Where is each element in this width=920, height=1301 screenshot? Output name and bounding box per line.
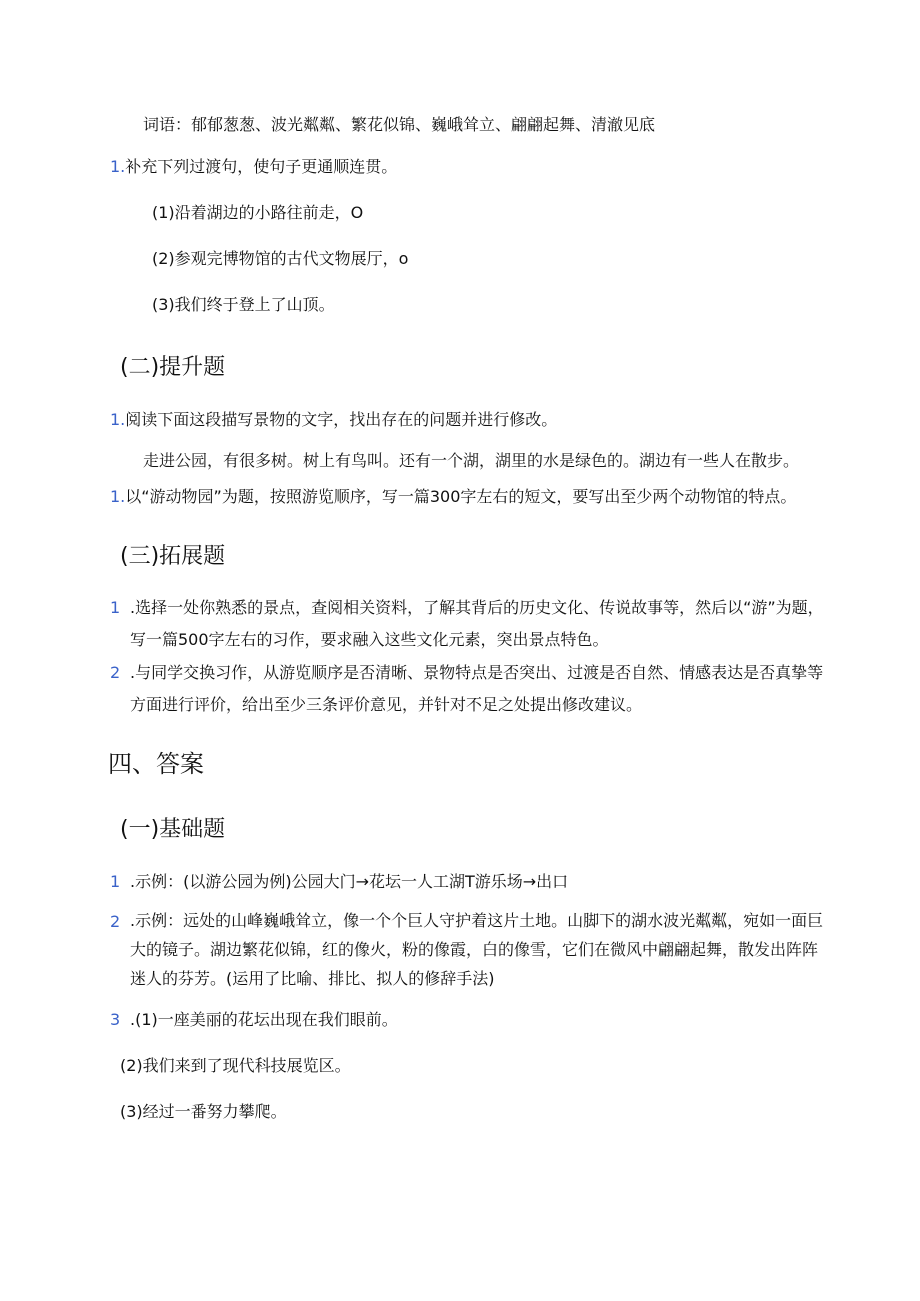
question-number: 1. — [110, 410, 126, 429]
answer-3-sub-2: (2)我们来到了现代科技展览区。 — [120, 1056, 351, 1075]
question-number: 1. — [110, 157, 126, 176]
question-text: 补充下列过渡句，使句子更通顺连贯。 — [125, 157, 398, 176]
answer-number-3 — [110, 1010, 120, 1030]
vocabulary-line: 词语：郁郁葱葱、波光粼粼、繁花似锦、巍峨耸立、翩翩起舞、清澈见底 — [143, 115, 656, 134]
question-text: 阅读下面这段描写景物的文字，找出存在的问题并进行修改。 — [125, 410, 558, 429]
question-advanced-1 — [110, 410, 557, 430]
question-extension-number-2 — [110, 663, 120, 683]
answer-number-2 — [110, 912, 120, 932]
answer-number: 3 — [110, 1010, 121, 1029]
answer-3-sub-3: (3)经过一番努力攀爬。 — [120, 1102, 287, 1121]
question-extension-number-1 — [110, 598, 120, 618]
question-text: 以“游动物园”为题，按照游览顺序，写一篇300字左右的短文，要写出至少两个动物馆的特点。 — [125, 487, 797, 506]
answer-1: .示例：(以游公园为例)公园大门→花坛一人工湖T游乐场→出口 — [130, 872, 569, 891]
sub-question-1: (1)沿着湖边的小路往前走，O — [152, 203, 364, 222]
answers-basic-title: (一)基础题 — [120, 817, 226, 842]
answer-number-1 — [110, 872, 120, 892]
question-extension-2: .与同学交换习作，从游览顺序是否清晰、景物特点是否突出、过渡是否自然、情感表达是否真挚等方面进行评价，给出至少三条评价意见，并针对不足之处提出修改建议。 — [130, 663, 824, 714]
answer-3: .(1)一座美丽的花坛出现在我们眼前。 — [130, 1010, 398, 1029]
answers-title: 四、答案 — [108, 750, 204, 778]
sub-question-2: (2)参观完博物馆的古代文物展厅，o — [152, 249, 409, 268]
question-number: 2 — [110, 663, 121, 682]
question-number: 1 — [110, 598, 121, 617]
question-extension-1: .选择一处你熟悉的景点，查阅相关资料，了解其背后的历史文化、传说故事等，然后以“游”为题，写一篇500字左右的习作，要求融入这些文化元素，突出景点特色。 — [130, 598, 824, 649]
answer-number: 1 — [110, 872, 121, 891]
answer-number: 2 — [110, 912, 121, 931]
question-number: 1. — [110, 487, 126, 506]
question-advanced-2 — [110, 487, 796, 507]
question-basic-1 — [110, 157, 397, 177]
sub-question-3: (3)我们终于登上了山顶。 — [152, 295, 335, 314]
passage-text: 走进公园，有很多树。树上有鸟叫。还有一个湖，湖里的水是绿色的。湖边有一些人在散步。 — [143, 451, 800, 470]
section-title-extension: (三)拓展题 — [120, 544, 226, 569]
answer-2: .示例：远处的山峰巍峨耸立，像一个个巨人守护着这片土地。山脚下的湖水波光粼粼，宛如一面巨大的镜子。湖边繁花似锦，红的像火，粉的像霞，白的像雪，它们在微风中翩翩起舞，散发出阵阵迷人的芬芳。(运用了比喻、排比、拟人的修辞手法) — [130, 911, 824, 988]
section-title-advanced: (二)提升题 — [120, 355, 226, 380]
